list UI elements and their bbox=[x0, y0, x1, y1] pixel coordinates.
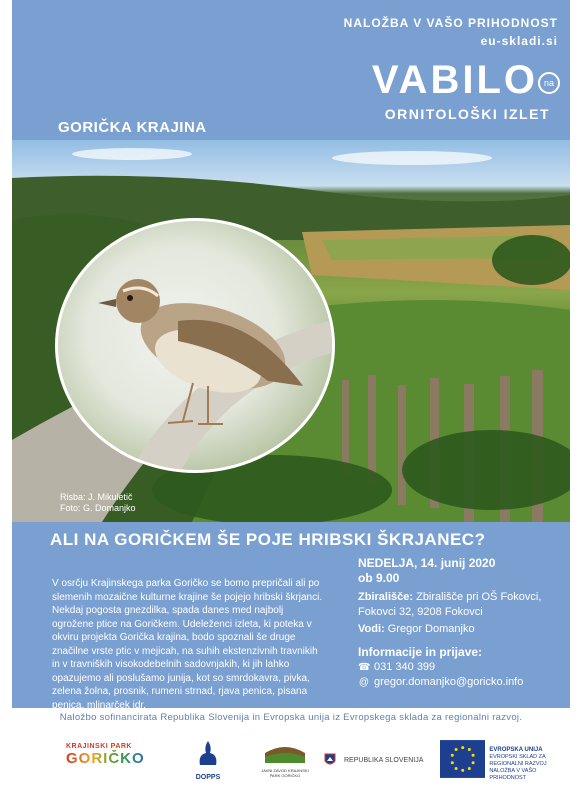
region-label: GORIČKA KRAJINA bbox=[58, 119, 207, 136]
partner-logos bbox=[12, 735, 570, 795]
bird-illustration bbox=[55, 218, 335, 473]
zavod-logo bbox=[257, 741, 313, 778]
republika-label: REPUBLIKA SLOVENIJA bbox=[344, 756, 424, 764]
phone-icon: ☎ bbox=[358, 662, 371, 673]
phone-row bbox=[358, 660, 568, 675]
meeting-point bbox=[358, 590, 568, 620]
eu-flag-icon bbox=[440, 739, 485, 779]
meeting-label: Zbirališče: bbox=[358, 591, 414, 603]
eu-line4: NALOŽBA V VAŠO PRIHODNOST bbox=[489, 768, 537, 781]
zavod-landscape-icon bbox=[265, 741, 305, 763]
credit-photo: Foto: G. Domanjko bbox=[60, 503, 136, 513]
event-info bbox=[358, 556, 568, 690]
dopps-logo bbox=[190, 739, 226, 781]
event-time: ob 9.00 bbox=[358, 571, 400, 585]
park-logo bbox=[66, 743, 145, 767]
event-headline: ALI NA GORIČKEM ŠE POJE HRIBSKI ŠKRJANEC? bbox=[50, 530, 486, 549]
eu-logo bbox=[440, 739, 570, 782]
event-description: V osrčju Krajinskega parka Goričko se bomo prepričali ali po slemenih mozaične kulturne krajine še pojejo hribski škrjanci. Nekdaj pogosta gnezdilka, spada danes med najbolj ogrožene ptice na Goričkem. Udeleženci izleta, ki poteka v okviru projekta Gorička krajina, bodo spoznali še druge značilne vrste ptic v mejicah, na suhih ekstenzivnih travnikih in v travniških visokodebelnih sadovnjakih, ki jih lahko opazujemo ali poslušamo junija, kot so smrdokavra, pivka, zelena žolna, prosnik, rumeni strnad, rjava penica, pisana penica, mlinarček idr. bbox=[52, 578, 323, 711]
eu-line1: EVROPSKA UNIJA bbox=[489, 747, 543, 753]
invitation-subtitle: ORNITOLOŠKI IZLET bbox=[384, 106, 550, 122]
guide-value: Gregor Domanjko bbox=[387, 623, 475, 635]
cofinance-note: Naložbo sofinancirata Republika Slovenija in Evropska unija iz Evropskega sklada za regionalni razvoj. bbox=[59, 712, 523, 723]
eu-line3: REGIONALNI RAZVOJ bbox=[489, 761, 547, 767]
header-tagline bbox=[344, 14, 558, 50]
dopps-label: DOPPS bbox=[195, 774, 221, 781]
dopps-bird-icon bbox=[194, 739, 222, 769]
credit-drawing: Risba: J. Mikuletič bbox=[60, 492, 133, 502]
zavod-label: JAVNI ZAVOD KRAJINSKI PARK GORIČKO bbox=[261, 768, 309, 778]
guide-label: Vodi: bbox=[358, 623, 385, 635]
meeting-value: Zbirališče pri OŠ Fokovci, Fokovci 32, 9208 Fokovci bbox=[358, 591, 542, 618]
slovenia-crest-icon bbox=[324, 753, 336, 767]
invitation-title: VABILO bbox=[371, 58, 538, 102]
phone-number[interactable]: 031 340 399 bbox=[374, 661, 436, 673]
email-icon: @ bbox=[358, 677, 370, 688]
tagline-text: NALOŽBA V VAŠO PRIHODNOST bbox=[343, 16, 558, 30]
email-address[interactable]: gregor.domanjko@goricko.info bbox=[374, 676, 524, 688]
email-row bbox=[358, 675, 568, 690]
guide bbox=[358, 622, 568, 637]
park-logo-line1: KRAJINSKI PARK bbox=[66, 743, 132, 750]
invitation-title-suffix: na bbox=[538, 72, 560, 94]
event-date: NEDELJA, 14. junij 2020 bbox=[358, 556, 496, 570]
website-link[interactable]: eu-skladi.si bbox=[480, 34, 558, 48]
park-logo-line2: GORIČKO bbox=[66, 750, 145, 767]
image-credits bbox=[60, 492, 136, 514]
eu-line2: EVROPSKI SKLAD ZA bbox=[489, 754, 546, 760]
republika-logo bbox=[324, 753, 423, 767]
contact-title: Informacije in prijave: bbox=[358, 645, 483, 659]
eu-text bbox=[489, 747, 570, 782]
